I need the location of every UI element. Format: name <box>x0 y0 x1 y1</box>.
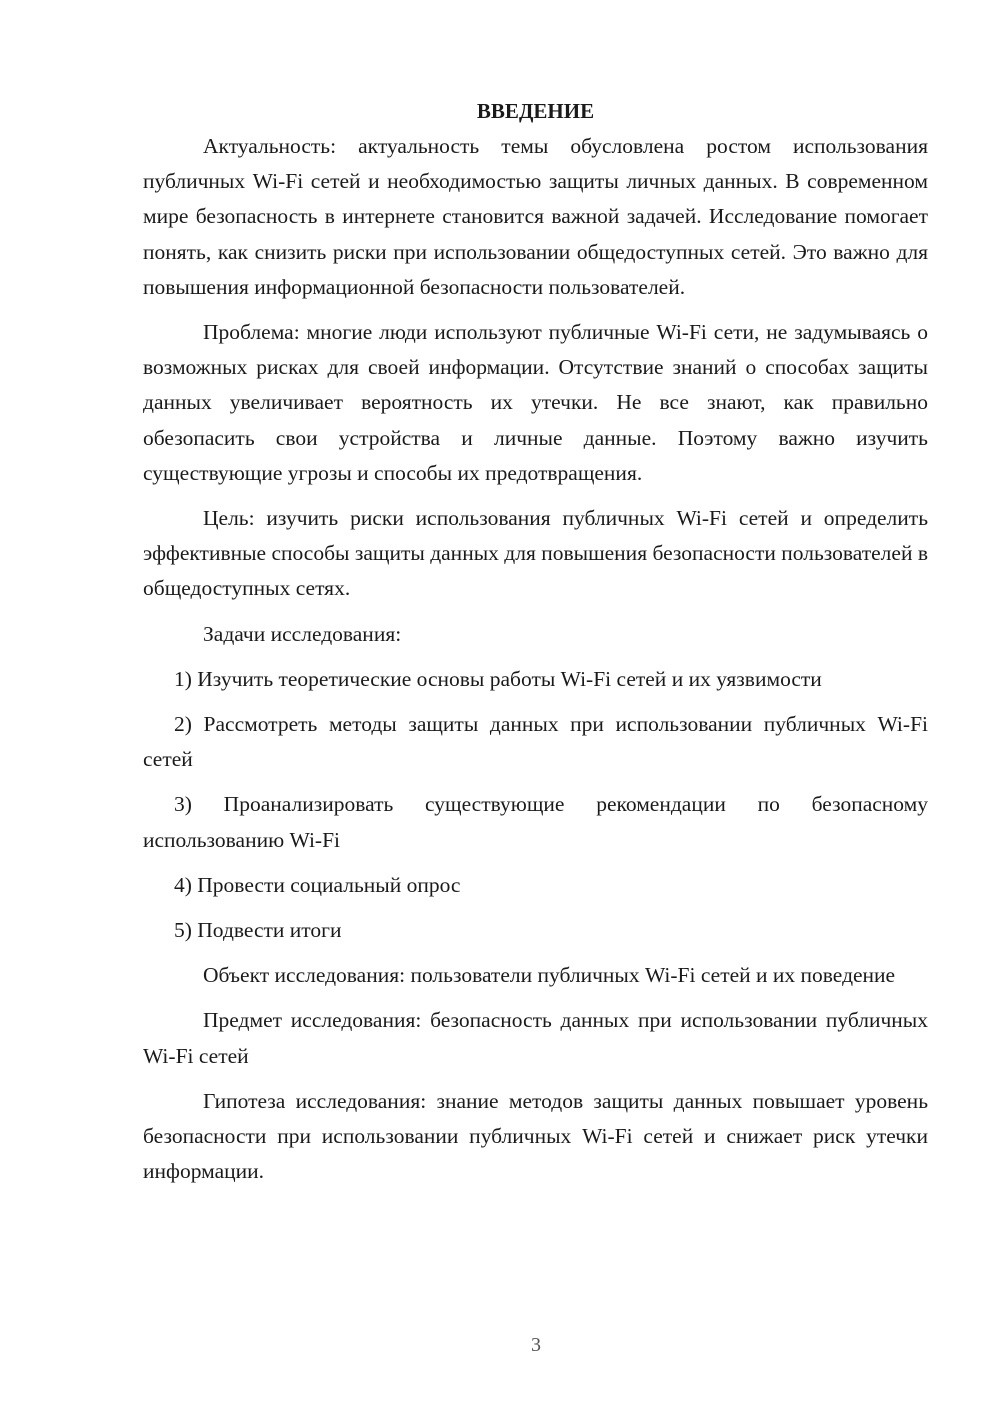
task-item-2: 2) Рассмотреть методы защиты данных при использовании публичных Wi-Fi сетей <box>143 712 928 772</box>
page-number: 3 <box>531 1334 541 1356</box>
task-item-1: 1) Изучить теоретические основы работы Wi-Fi сетей и их уязвимости <box>174 666 822 691</box>
problem-paragraph: Проблема: многие люди используют публичные Wi-Fi сети, не задумываясь о возможных рисках для своей информации. Отсутствие знаний о способах защиты данных увеличивает вероятность их утечки. Не все знают, как правильно обезопасить свои устройства и личные данные. Поэтому важно изучить существующие угрозы и способы их предотвращения. <box>143 320 928 485</box>
subject-paragraph: Предмет исследования: безопасность данных при использовании публичных Wi-Fi сетей <box>143 1008 928 1068</box>
task-item-5: 5) Подвести итоги <box>174 918 342 943</box>
page-title: ВВЕДЕНИЕ <box>476 99 595 123</box>
tasks-heading: Задачи исследования: <box>203 621 402 646</box>
task-item-4: 4) Провести социальный опрос <box>174 872 461 897</box>
goal-paragraph: Цель: изучить риски использования публичных Wi-Fi сетей и определить эффективные способы защиты данных для повышения безопасности пользователей в общедоступных сетях. <box>143 506 928 601</box>
object-paragraph: Объект исследования: пользователи публичных Wi-Fi сетей и их поведение <box>203 963 896 988</box>
task-item-3: 3) Проанализировать существующие рекомендации по безопасному использованию Wi-Fi <box>143 792 928 852</box>
hypothesis-paragraph: Гипотеза исследования: знание методов защиты данных повышает уровень безопасности при использовании публичных Wi-Fi сетей и снижает риск утечки информации. <box>143 1088 928 1184</box>
document-body <box>143 94 928 1189</box>
relevance-paragraph: Актуальность: актуальность темы обусловлена ростом использования публичных Wi-Fi сетей и необходимостью защиты личных данных. В современном мире безопасность в интернете становится важной задачей. Исследование помогает понять, как снизить риски при использовании общедоступных сетей. Это важно для повышения информационной безопасности пользователей. <box>143 134 928 299</box>
